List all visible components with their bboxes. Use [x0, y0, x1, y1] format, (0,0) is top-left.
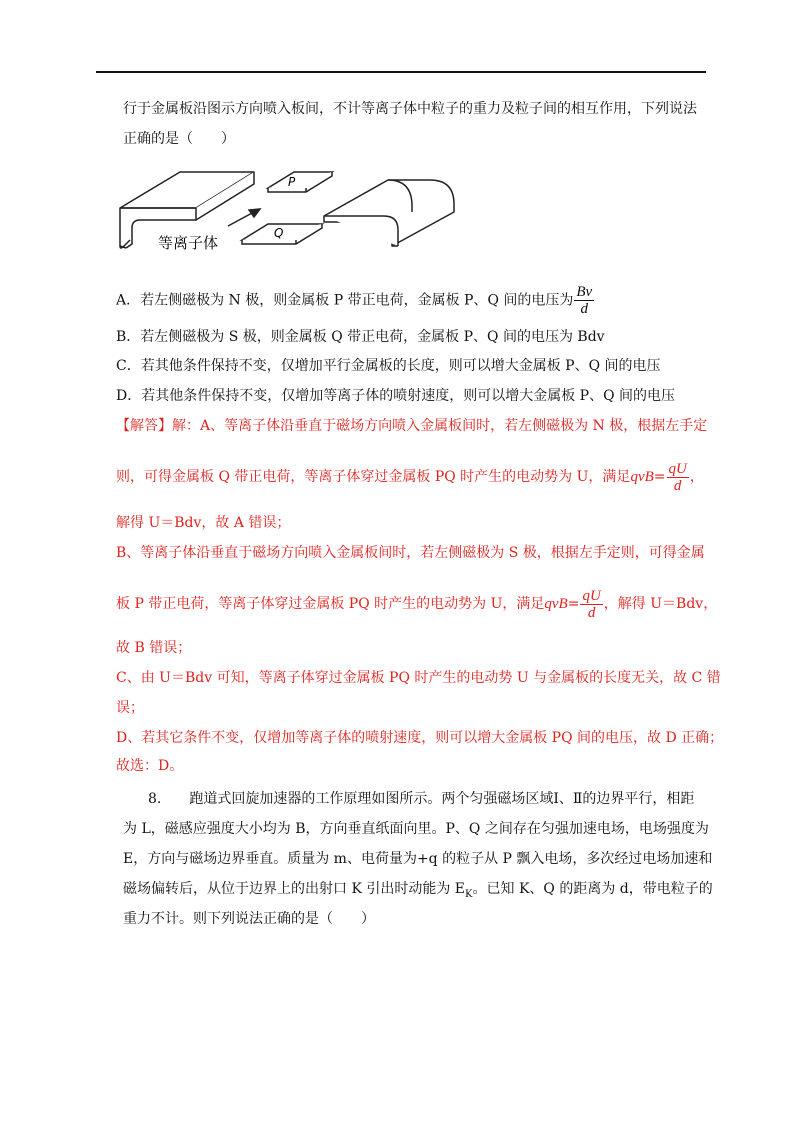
answer-line-5-denominator: d — [587, 604, 596, 621]
answer-line-5-numerator: qU — [582, 587, 601, 604]
question-8-line-4-subscript: K — [465, 888, 473, 900]
option-a-text: A．若左侧磁极为 N 极，则金属板 P 带正电荷，金属板 P、Q 间的电压为 — [116, 292, 574, 309]
answer-line-8: 误； — [116, 700, 144, 716]
answer-line-2-numerator: qU — [668, 460, 687, 477]
answer-line-2-eq: = — [653, 469, 666, 485]
question-8-line-4 — [123, 879, 713, 905]
answer-line-5-eq: = — [567, 596, 580, 612]
answer-line-3: 解得 U＝Bdv，故 A 错误； — [116, 515, 291, 531]
option-a — [116, 284, 595, 317]
label-p: P — [288, 175, 296, 189]
answer-line-2-text: 则，可得金属板 Q 带正电荷，等离子体穿过金属板 PQ 时产生的电动势为 U，满足 — [116, 469, 631, 485]
answer-line-9: D、若其它条件不变，仅增加等离子体的喷射速度，则可以增大金属板 PQ 间的电压，故 D 正确； — [116, 730, 724, 746]
option-b: B．若左侧磁极为 S 极，则金属板 Q 带正电荷，金属板 P、Q 间的电压为 Bdv — [116, 329, 605, 345]
answer-line-2-suffix: ， — [689, 469, 704, 485]
answer-line-6: 故 B 错误； — [116, 640, 192, 656]
answer-line-7: C、由 U＝Bdv 可知，等离子体穿过金属板 PQ 时产生的电动势 U 与金属板的长度无关，故 C 错 — [116, 670, 721, 686]
label-q: Q — [274, 226, 284, 240]
answer-line-2-lhs: qvB — [630, 469, 654, 485]
answer-line-10: 故选：D。 — [116, 758, 184, 774]
plasma-generator-figure — [118, 166, 468, 266]
question-8-line-4-text: 磁场偏转后，从位于边界上的出射口 K 引出时动能为 E — [123, 881, 466, 897]
question-8-line-3: E，方向与磁场边界垂直。质量为 m、电荷量为+q 的粒子从 P 飘入电场，多次经过电场加速和 — [123, 851, 713, 867]
intro-line-1: 行于金属板沿图示方向喷入板间，不计等离子体中粒子的重力及粒子间的相互作用，下列说法 — [123, 101, 697, 117]
question-8-line-4-suffix: 。已知 K、Q 的距离为 d，带电粒子的 — [472, 881, 713, 897]
answer-line-5-suffix: ，解得 U＝Bdv， — [603, 596, 718, 612]
answer-line-2-fraction — [667, 461, 689, 494]
answer-line-1: 【解答】解：A、等离子体沿垂直于磁场方向喷入金属板间时，若左侧磁极为 N 极，根据左手定 — [116, 418, 708, 434]
option-a-numerator: Bv — [576, 284, 593, 300]
question-8-line-1: 8. 跑道式回旋加速器的工作原理如图所示。两个匀强磁场区域Ⅰ、Ⅱ的边界平行，相距 — [148, 791, 695, 807]
answer-line-5-fraction — [580, 588, 602, 621]
option-a-denominator: d — [580, 301, 589, 317]
answer-line-2 — [116, 460, 704, 494]
flow-arrow — [228, 209, 260, 226]
question-8-line-5: 重力不计。则下列说法正确的是（ ） — [123, 911, 375, 927]
plate-p — [268, 172, 332, 192]
header-rule — [96, 71, 706, 73]
right-magnet — [324, 180, 454, 246]
option-c: C．若其他条件保持不变，仅增加平行金属板的长度，则可以增大金属板 P、Q 间的电压 — [116, 358, 661, 374]
answer-line-5 — [116, 587, 717, 621]
answer-line-2-denominator: d — [673, 477, 682, 494]
answer-line-5-text: 板 P 带正电荷，等离子体穿过金属板 PQ 时产生的电动势为 U，满足 — [116, 596, 545, 612]
option-d: D．若其他条件保持不变，仅增加等离子体的喷射速度，则可以增大金属板 P、Q 间的电压 — [116, 388, 676, 404]
figure-caption: 等离子体 — [158, 234, 219, 252]
intro-line-2: 正确的是（ ） — [123, 131, 235, 147]
question-8-line-2: 为 L，磁感应强度大小均为 B，方向垂直纸面向里。P、Q 之间存在匀强加速电场，电场强度为 — [123, 821, 709, 837]
answer-line-4: B、等离子体沿垂直于磁场方向喷入金属板间时，若左侧磁极为 S 极，根据左手定则，可得金属 — [116, 545, 705, 561]
answer-line-5-lhs: qvB — [544, 596, 568, 612]
option-a-fraction — [574, 284, 594, 317]
